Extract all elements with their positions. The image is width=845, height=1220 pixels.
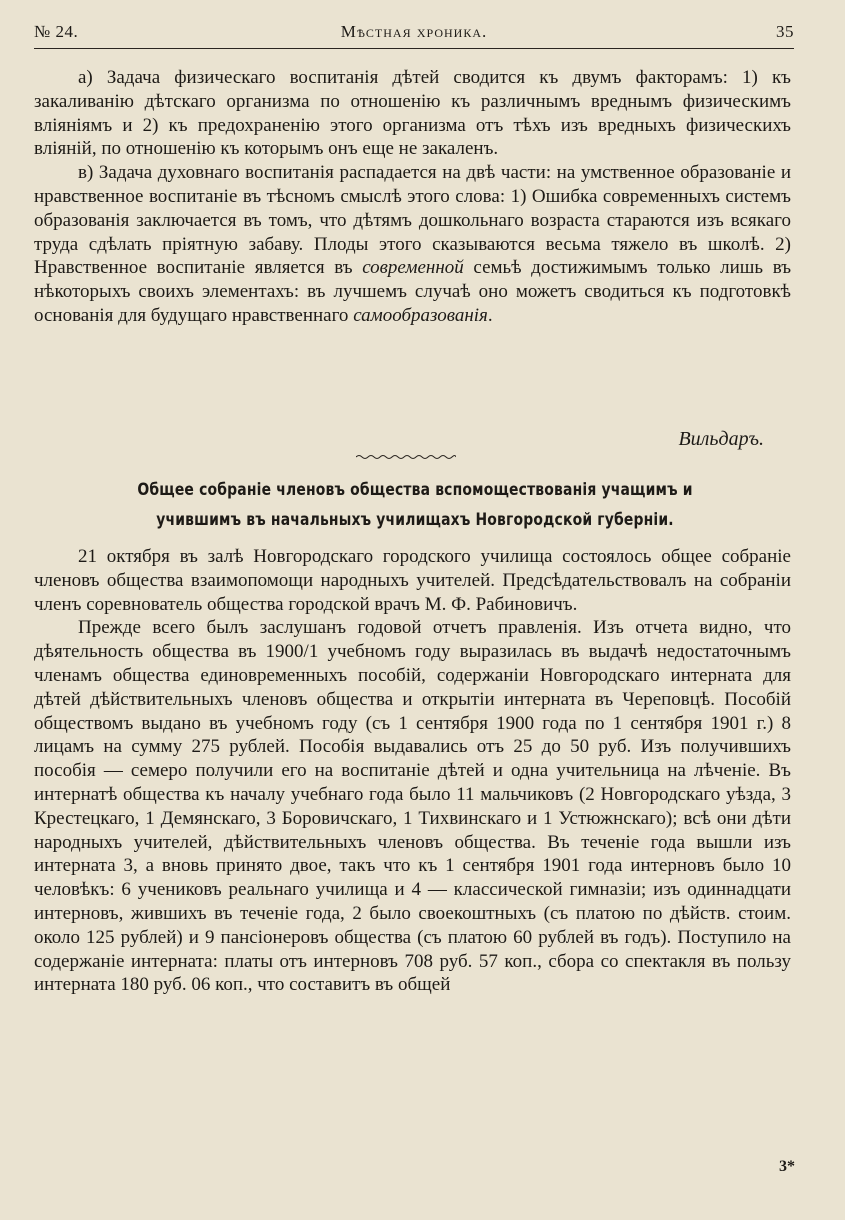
section-meeting-text <box>34 545 791 997</box>
paragraph-meeting-intro: 21 октября въ залѣ Новгородскаго городского училища состоялось общее собраніе членовъ общества взаимопомощи народныхъ учителей. Предсѣдательствовалъ на собраніи членъ соревнователь общества городской врачъ М. Ф. Рабиновичъ. <box>34 546 791 615</box>
paragraph-spiritual-part1: в) Задача духовнаго воспитанія распадается на двѣ части: на умственное образованіе и нравственное воспитаніе въ тѣсномъ смыслѣ этого слова: 1) Ошибка современныхъ системъ образованія заключается въ томъ, что дѣтямъ дошкольнаго возраста стараются изъ всякаго труда сдѣлать пріятную забаву. Плоды этого сказываются весьма тяжело въ школѣ. 2) Нравственное воспитаніе является въ <box>34 162 791 279</box>
header-rule <box>34 48 794 49</box>
emphasis-modern: современной <box>362 257 464 279</box>
author-signature: Вильдаръ. <box>678 428 764 450</box>
page-number: 35 <box>776 22 794 41</box>
paragraph-meeting-report: Прежде всего былъ заслушанъ годовой отчетъ правленія. Изъ отчета видно, что дѣятельность общества въ 1900/1 учебномъ году выразилась въ выдачѣ недостаточнымъ членамъ общества единовременныхъ пособій, содержаніи Новгородскаго интерната для дѣтей дѣйствительныхъ членовъ общества и открытіи интерната въ Череповцѣ. Пособій обществомъ выдано въ учебномъ году (съ 1 сентября 1900 года по 1 сентября 1901 г.) 8 лицамъ на сумму 275 рублей. Пособія выдавались отъ 25 до 50 руб. Изъ получившихъ пособія — семеро получили его на воспитаніе дѣтей и одна учительница на лѣченіе. Въ интернатѣ общества къ началу учебнаго года было 11 мальчиковъ (2 Новгородскаго уѣзда, 3 Крестецкаго, 1 Демянскаго, 3 Боровичскаго, 1 Тихвинскаго и 1 Устюжнскаго); всѣ они дѣти народныхъ учителей, дѣйствительныхъ членовъ общества. Въ теченіе года вышли изъ интерната 3, а вновь принято двое, такъ что къ 1 сентября 1901 года интерновъ было 10 человѣкъ: 6 учениковъ реальнаго училища и 4 — классической гимназіи; изъ одиннадцати интерновъ, жившихъ въ теченіе года, 2 было своекоштныхъ (съ платою по дѣйств. стоим. около 125 рублей) и 9 пансіонеровъ общества (съ платою 60 рублей въ годъ). Поступило на содержаніе интерната: платы отъ интерновъ 708 руб. 57 коп., сбора со спектакля въ пользу интерната 180 руб. 06 коп., что составитъ въ общей <box>34 617 791 996</box>
signature-mark: 3* <box>779 1158 795 1175</box>
issue-number: № 24. <box>34 22 79 41</box>
paragraph-spiritual-end: . <box>487 304 493 326</box>
emphasis-self-education: самообразованія <box>353 304 488 326</box>
paragraph-physical: а) Задача физическаго воспитанія дѣтей сводится къ двумъ факторамъ: 1) къ закаливанію дѣтскаго организма по отношенію къ различнымъ вреднымъ физическимъ вліяніямъ и 2) къ предохраненію этого организма отъ тѣхъ изъ вредныхъ физическихъ вліяній, по отношенію къ которымъ онъ еще не закаленъ. <box>34 67 791 160</box>
paragraph-spiritual <box>34 161 791 328</box>
article-heading: Общее собраніе членовъ общества вспомоществованія учащимъ и учившимъ въ начальныхъ училищахъ Новгородской губерніи. <box>137 480 693 530</box>
running-title: Мѣстная хроника. <box>340 22 488 41</box>
section-education-text <box>34 66 791 328</box>
page-header <box>34 22 794 48</box>
wavy-divider <box>356 454 456 460</box>
paragraph-spiritual-part2: семьѣ достижимымъ только лишь въ нѣкоторыхъ своихъ элементахъ: въ лучшемъ случаѣ оно можетъ сводиться къ подготовкѣ основанія для будущаго нравственнаго <box>34 257 792 326</box>
